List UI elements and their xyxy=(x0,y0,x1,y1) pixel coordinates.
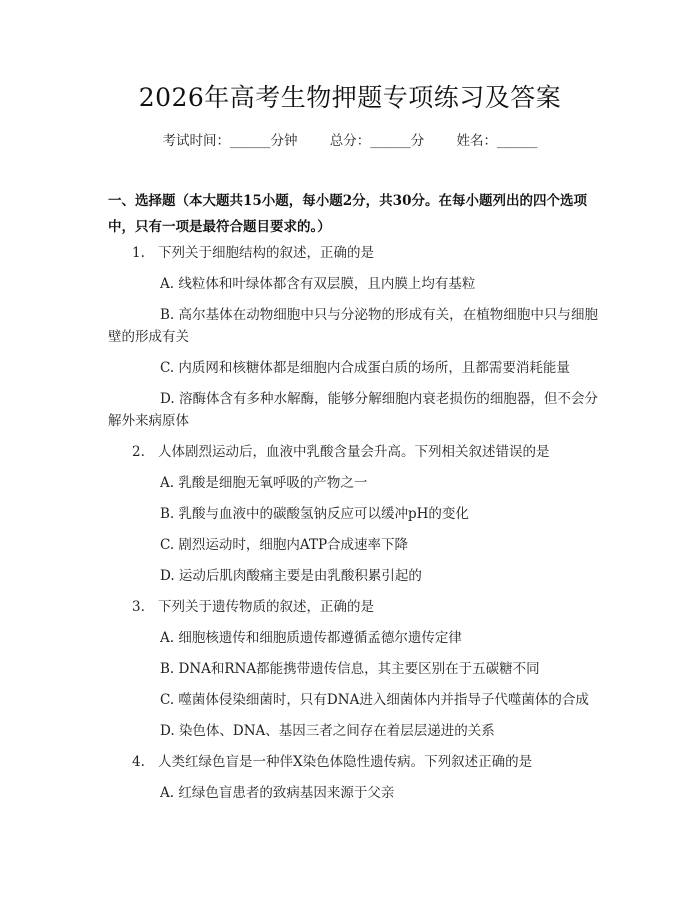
option-item: C. 噬菌体侵染细菌时，只有DNA进入细菌体内并指导子代噬菌体的合成 xyxy=(160,692,589,708)
total-score-field: 总分：______分 xyxy=(329,133,425,149)
option-item: A. 红绿色盲患者的致病基因来源于父亲 xyxy=(160,785,395,801)
question-stem xyxy=(108,596,598,618)
option-item: D. 染色体、DNA、基因三者之间存在着层层递进的关系 xyxy=(160,723,495,739)
question-text: 人体剧烈运动后，血液中乳酸含量会升高。下列相关叙述错误的是 xyxy=(158,444,550,460)
option-item: D. 溶酶体含有多种水解酶，能够分解细胞内衰老损伤的细胞器，但不会分解外来病原体 xyxy=(108,391,598,429)
option-item: A. 乳酸是细胞无氧呼吸的产物之一 xyxy=(160,475,368,491)
option-item: C. 剧烈运动时，细胞内ATP合成速率下降 xyxy=(160,537,409,553)
option-item: B. 乳酸与血液中的碳酸氢钠反应可以缓冲pH的变化 xyxy=(160,506,469,522)
question-number: 2. xyxy=(132,444,145,460)
student-name-field: 姓名：______ xyxy=(456,133,538,149)
option-item: B. 高尔基体在动物细胞中只与分泌物的形成有关，在植物细胞中只与细胞壁的形成有关 xyxy=(108,307,598,345)
question-text: 下列关于细胞结构的叙述，正确的是 xyxy=(158,245,374,261)
option-item: C. 内质网和核糖体都是细胞内合成蛋白质的场所，且都需要消耗能量 xyxy=(160,360,570,376)
option-item: B. DNA和RNA都能携带遗传信息，其主要区别在于五碳糖不同 xyxy=(160,661,540,677)
exam-time-field: 考试时间：______分钟 xyxy=(162,133,298,149)
option-item: A. 细胞核遗传和细胞质遗传都遵循孟德尔遗传定律 xyxy=(160,630,462,646)
option-item: A. 线粒体和叶绿体都含有双层膜，且内膜上均有基粒 xyxy=(160,276,476,292)
question-text: 人类红绿色盲是一种伴X染色体隐性遗传病。下列叙述正确的是 xyxy=(158,754,533,770)
question-number: 3. xyxy=(132,599,145,615)
exam-info-line xyxy=(0,130,700,152)
question-number: 4. xyxy=(132,754,145,770)
option-item: D. 运动后肌肉酸痛主要是由乳酸积累引起的 xyxy=(160,568,422,584)
question-list xyxy=(108,242,598,813)
question-stem xyxy=(108,751,598,773)
question-stem xyxy=(108,242,598,264)
question-stem xyxy=(108,441,598,463)
question-number: 1. xyxy=(132,245,145,261)
page-title: 2026年高考生物押题专项练习及答案 xyxy=(138,83,562,112)
question-text: 下列关于遗传物质的叙述，正确的是 xyxy=(158,599,374,615)
section-heading: 一、选择题（本大题共15小题，每小题2分，共30分。在每小题列出的四个选项中，只有一项是最符合题目要求的。） xyxy=(108,193,587,235)
